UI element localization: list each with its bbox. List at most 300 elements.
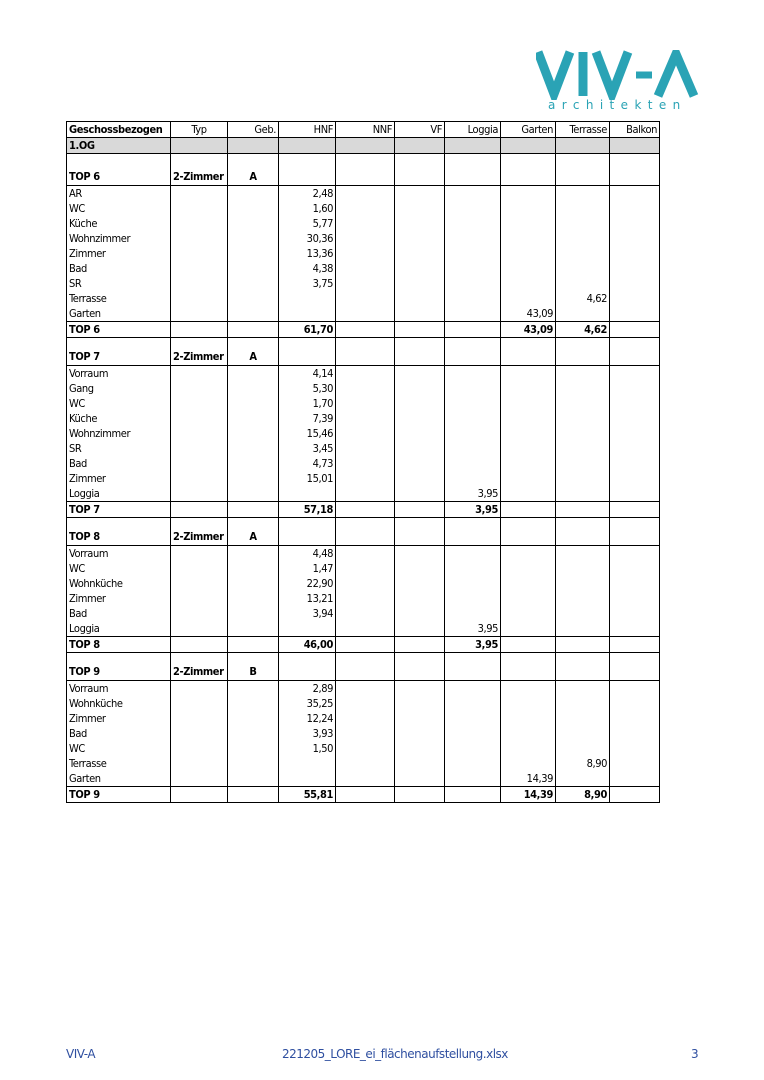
empty-cell: [228, 518, 279, 530]
room-nnf-value: [336, 621, 395, 637]
empty-cell: [279, 349, 336, 366]
room-loggia-value: [445, 396, 501, 411]
room-row: [67, 561, 660, 576]
col-typ: Typ: [171, 122, 228, 138]
room-balkon-value: [610, 381, 660, 396]
total-garten-value: 43,09: [501, 322, 556, 338]
empty-cell: [336, 169, 395, 186]
room-nnf-value: [336, 591, 395, 606]
total-balkon-value: [610, 502, 660, 518]
empty-cell: [610, 154, 660, 170]
room-hnf-value: 3,94: [279, 606, 336, 621]
room-name: Terrasse: [67, 291, 171, 306]
empty-cell: [279, 169, 336, 186]
empty-cell: [171, 366, 228, 382]
col-garten: Garten: [501, 122, 556, 138]
room-nnf-value: [336, 561, 395, 576]
total-hnf-value: 46,00: [279, 637, 336, 653]
room-garten-value: [501, 231, 556, 246]
room-garten-value: [501, 711, 556, 726]
room-balkon-value: [610, 621, 660, 637]
empty-cell: [279, 154, 336, 170]
room-row: [67, 291, 660, 306]
room-balkon-value: [610, 231, 660, 246]
spacer-row: [67, 154, 660, 170]
room-vf-value: [395, 441, 445, 456]
total-nnf-value: [336, 322, 395, 338]
room-hnf-value: 12,24: [279, 711, 336, 726]
room-row: [67, 231, 660, 246]
room-loggia-value: [445, 216, 501, 231]
total-vf-value: [395, 502, 445, 518]
room-terrasse-value: [556, 696, 610, 711]
room-nnf-value: [336, 396, 395, 411]
room-row: [67, 426, 660, 441]
room-row: [67, 576, 660, 591]
room-row: [67, 621, 660, 637]
room-balkon-value: [610, 306, 660, 322]
room-hnf-value: 35,25: [279, 696, 336, 711]
room-balkon-value: [610, 561, 660, 576]
footer-filename: 221205_LORE_ei_flächenaufstellung.xlsx: [282, 1047, 508, 1061]
room-name: Zimmer: [67, 591, 171, 606]
room-garten-value: [501, 186, 556, 202]
room-balkon-value: [610, 291, 660, 306]
room-garten-value: [501, 576, 556, 591]
empty-cell: [501, 169, 556, 186]
room-loggia-value: [445, 381, 501, 396]
footer-left: VIV-A: [66, 1047, 96, 1061]
room-vf-value: [395, 396, 445, 411]
empty-cell: [171, 246, 228, 261]
logo-mark: [536, 50, 700, 100]
total-balkon-value: [610, 637, 660, 653]
empty-cell: [228, 681, 279, 697]
room-garten-value: [501, 246, 556, 261]
spacer-row: [67, 653, 660, 665]
empty-cell: [228, 561, 279, 576]
room-name: Zimmer: [67, 711, 171, 726]
room-name: Terrasse: [67, 756, 171, 771]
room-row: [67, 756, 660, 771]
room-row: [67, 261, 660, 276]
empty-cell: [445, 664, 501, 681]
room-terrasse-value: [556, 396, 610, 411]
room-name: Wohnzimmer: [67, 426, 171, 441]
room-name: Vorraum: [67, 546, 171, 562]
room-nnf-value: [336, 696, 395, 711]
room-name: Bad: [67, 726, 171, 741]
room-garten-value: [501, 201, 556, 216]
unit-type: 2-Zimmer: [171, 529, 228, 546]
room-garten-value: [501, 681, 556, 697]
empty-cell: [228, 471, 279, 486]
room-loggia-value: [445, 366, 501, 382]
floor-row: [67, 138, 660, 154]
room-vf-value: [395, 681, 445, 697]
room-hnf-value: 22,90: [279, 576, 336, 591]
room-vf-value: [395, 756, 445, 771]
room-vf-value: [395, 591, 445, 606]
empty-cell: [610, 653, 660, 665]
room-garten-value: [501, 441, 556, 456]
empty-cell: [279, 529, 336, 546]
room-garten-value: [501, 546, 556, 562]
room-vf-value: [395, 711, 445, 726]
empty-cell: [171, 486, 228, 502]
empty-cell: [228, 411, 279, 426]
room-balkon-value: [610, 741, 660, 756]
room-balkon-value: [610, 591, 660, 606]
empty-cell: [501, 529, 556, 546]
col-geschossbezogen: Geschossbezogen: [67, 122, 171, 138]
empty-cell: [228, 201, 279, 216]
empty-cell: [171, 741, 228, 756]
room-garten-value: [501, 291, 556, 306]
room-loggia-value: [445, 771, 501, 787]
room-garten-value: [501, 486, 556, 502]
room-hnf-value: 15,46: [279, 426, 336, 441]
room-nnf-value: [336, 186, 395, 202]
total-hnf-value: 57,18: [279, 502, 336, 518]
room-row: [67, 681, 660, 697]
empty-cell: [556, 349, 610, 366]
room-terrasse-value: [556, 246, 610, 261]
room-balkon-value: [610, 396, 660, 411]
room-balkon-value: [610, 246, 660, 261]
room-terrasse-value: [556, 426, 610, 441]
room-garten-value: [501, 411, 556, 426]
empty-cell: [228, 606, 279, 621]
room-nnf-value: [336, 471, 395, 486]
empty-cell: [279, 653, 336, 665]
room-nnf-value: [336, 576, 395, 591]
empty-cell: [336, 338, 395, 350]
room-nnf-value: [336, 216, 395, 231]
room-row: [67, 726, 660, 741]
room-name: AR: [67, 186, 171, 202]
room-loggia-value: [445, 246, 501, 261]
room-nnf-value: [336, 411, 395, 426]
empty-cell: [228, 216, 279, 231]
room-garten-value: [501, 756, 556, 771]
empty-cell: [228, 486, 279, 502]
empty-cell: [171, 471, 228, 486]
empty-cell: [171, 261, 228, 276]
empty-cell: [171, 426, 228, 441]
room-hnf-value: 5,30: [279, 381, 336, 396]
room-hnf-value: 4,73: [279, 456, 336, 471]
empty-cell: [336, 518, 395, 530]
room-loggia-value: [445, 276, 501, 291]
room-name: Bad: [67, 261, 171, 276]
empty-cell: [228, 276, 279, 291]
room-nnf-value: [336, 726, 395, 741]
total-garten-value: [501, 502, 556, 518]
room-name: Bad: [67, 606, 171, 621]
empty-cell: [395, 664, 445, 681]
room-balkon-value: [610, 366, 660, 382]
room-terrasse-value: 4,62: [556, 291, 610, 306]
col-terrasse: Terrasse: [556, 122, 610, 138]
room-terrasse-value: [556, 606, 610, 621]
total-terrasse-value: 4,62: [556, 322, 610, 338]
total-nnf-value: [336, 787, 395, 803]
room-vf-value: [395, 456, 445, 471]
room-terrasse-value: [556, 561, 610, 576]
empty-cell: [556, 154, 610, 170]
room-loggia-value: [445, 441, 501, 456]
room-vf-value: [395, 486, 445, 502]
room-row: [67, 711, 660, 726]
room-row: [67, 441, 660, 456]
empty-cell: [171, 396, 228, 411]
room-garten-value: [501, 276, 556, 291]
room-balkon-value: [610, 201, 660, 216]
empty-cell: [445, 169, 501, 186]
room-garten-value: [501, 726, 556, 741]
empty-cell: [445, 529, 501, 546]
room-row: [67, 486, 660, 502]
total-label: TOP 9: [67, 787, 171, 803]
empty-cell: [228, 441, 279, 456]
room-name: Loggia: [67, 486, 171, 502]
room-name: Küche: [67, 411, 171, 426]
empty-cell: [395, 169, 445, 186]
room-balkon-value: [610, 456, 660, 471]
unit-total-row: [67, 502, 660, 518]
col-vf: VF: [395, 122, 445, 138]
unit-type: 2-Zimmer: [171, 664, 228, 681]
room-balkon-value: [610, 711, 660, 726]
empty-cell: [556, 518, 610, 530]
room-terrasse-value: [556, 186, 610, 202]
empty-cell: [171, 186, 228, 202]
room-hnf-value: 3,45: [279, 441, 336, 456]
room-vf-value: [395, 261, 445, 276]
empty-cell: [228, 154, 279, 170]
empty-cell: [228, 741, 279, 756]
unit-header-row: [67, 349, 660, 366]
room-nnf-value: [336, 456, 395, 471]
total-vf-value: [395, 787, 445, 803]
room-terrasse-value: [556, 576, 610, 591]
empty-cell: [279, 518, 336, 530]
unit-header-row: [67, 664, 660, 681]
room-row: [67, 606, 660, 621]
empty-cell: [228, 787, 279, 803]
unit-header-row: [67, 169, 660, 186]
total-loggia-value: [445, 787, 501, 803]
empty-cell: [171, 561, 228, 576]
room-row: [67, 216, 660, 231]
empty-cell: [445, 653, 501, 665]
room-name: WC: [67, 396, 171, 411]
room-name: WC: [67, 561, 171, 576]
empty-cell: [556, 169, 610, 186]
total-terrasse-value: 8,90: [556, 787, 610, 803]
empty-cell: [228, 653, 279, 665]
room-hnf-value: [279, 291, 336, 306]
room-terrasse-value: [556, 231, 610, 246]
empty-cell: [171, 756, 228, 771]
room-loggia-value: [445, 681, 501, 697]
empty-cell: [556, 338, 610, 350]
room-loggia-value: [445, 546, 501, 562]
room-garten-value: [501, 261, 556, 276]
room-row: [67, 366, 660, 382]
room-vf-value: [395, 231, 445, 246]
room-hnf-value: [279, 306, 336, 322]
room-balkon-value: [610, 771, 660, 787]
empty-cell: [171, 381, 228, 396]
room-balkon-value: [610, 486, 660, 502]
room-name: SR: [67, 276, 171, 291]
total-vf-value: [395, 637, 445, 653]
empty-cell: [228, 246, 279, 261]
room-hnf-value: 4,38: [279, 261, 336, 276]
total-nnf-value: [336, 502, 395, 518]
empty-cell: [228, 366, 279, 382]
total-nnf-value: [336, 637, 395, 653]
empty-cell: [171, 696, 228, 711]
empty-cell: [171, 338, 228, 350]
empty-cell: [171, 441, 228, 456]
empty-cell: [171, 637, 228, 653]
unit-total-row: [67, 787, 660, 803]
room-row: [67, 276, 660, 291]
room-nnf-value: [336, 246, 395, 261]
empty-cell: [336, 349, 395, 366]
total-hnf-value: 55,81: [279, 787, 336, 803]
room-hnf-value: [279, 486, 336, 502]
empty-cell: [171, 681, 228, 697]
room-terrasse-value: [556, 411, 610, 426]
room-nnf-value: [336, 711, 395, 726]
room-row: [67, 396, 660, 411]
room-garten-value: [501, 606, 556, 621]
room-vf-value: [395, 186, 445, 202]
room-terrasse-value: [556, 681, 610, 697]
empty-cell: [395, 338, 445, 350]
room-balkon-value: [610, 726, 660, 741]
empty-cell: [171, 306, 228, 322]
empty-cell: [228, 261, 279, 276]
empty-cell: [171, 456, 228, 471]
room-loggia-value: [445, 591, 501, 606]
room-name: Loggia: [67, 621, 171, 637]
room-balkon-value: [610, 216, 660, 231]
room-loggia-value: [445, 291, 501, 306]
room-name: Gang: [67, 381, 171, 396]
room-nnf-value: [336, 201, 395, 216]
room-name: Garten: [67, 771, 171, 787]
room-vf-value: [395, 726, 445, 741]
empty-cell: [556, 529, 610, 546]
room-garten-value: [501, 561, 556, 576]
empty-cell: [171, 518, 228, 530]
room-nnf-value: [336, 741, 395, 756]
total-balkon-value: [610, 322, 660, 338]
room-loggia-value: [445, 231, 501, 246]
empty-cell: [395, 653, 445, 665]
room-hnf-value: 1,60: [279, 201, 336, 216]
unit-building: A: [228, 169, 279, 186]
empty-cell: [171, 653, 228, 665]
room-terrasse-value: [556, 486, 610, 502]
room-terrasse-value: [556, 546, 610, 562]
room-garten-value: [501, 621, 556, 637]
room-terrasse-value: [556, 366, 610, 382]
room-name: Wohnküche: [67, 696, 171, 711]
empty-cell: [228, 696, 279, 711]
room-garten-value: [501, 381, 556, 396]
room-loggia-value: [445, 186, 501, 202]
empty-cell: [228, 231, 279, 246]
room-terrasse-value: [556, 471, 610, 486]
total-vf-value: [395, 322, 445, 338]
empty-cell: [501, 154, 556, 170]
empty-cell: [228, 637, 279, 653]
empty-cell: [171, 591, 228, 606]
room-terrasse-value: [556, 306, 610, 322]
empty-cell: [610, 529, 660, 546]
room-name: Küche: [67, 216, 171, 231]
empty-cell: [67, 338, 171, 350]
room-name: Zimmer: [67, 246, 171, 261]
room-row: [67, 771, 660, 787]
unit-total-row: [67, 637, 660, 653]
room-nnf-value: [336, 306, 395, 322]
empty-cell: [445, 518, 501, 530]
room-loggia-value: [445, 471, 501, 486]
empty-cell: [501, 664, 556, 681]
room-terrasse-value: [556, 741, 610, 756]
empty-cell: [171, 606, 228, 621]
room-terrasse-value: [556, 711, 610, 726]
empty-cell: [228, 502, 279, 518]
room-vf-value: [395, 696, 445, 711]
empty-cell: [445, 338, 501, 350]
room-row: [67, 306, 660, 322]
total-loggia-value: [445, 322, 501, 338]
room-garten-value: [501, 396, 556, 411]
room-garten-value: [501, 591, 556, 606]
room-nnf-value: [336, 486, 395, 502]
room-hnf-value: 1,50: [279, 741, 336, 756]
room-terrasse-value: [556, 276, 610, 291]
room-vf-value: [395, 246, 445, 261]
room-vf-value: [395, 621, 445, 637]
room-vf-value: [395, 546, 445, 562]
empty-cell: [171, 621, 228, 637]
total-label: TOP 8: [67, 637, 171, 653]
room-terrasse-value: [556, 201, 610, 216]
room-vf-value: [395, 366, 445, 382]
empty-cell: [228, 306, 279, 322]
room-loggia-value: 3,95: [445, 486, 501, 502]
room-balkon-value: [610, 696, 660, 711]
room-loggia-value: [445, 201, 501, 216]
room-nnf-value: [336, 231, 395, 246]
room-vf-value: [395, 771, 445, 787]
unit-name: TOP 7: [67, 349, 171, 366]
empty-cell: [228, 771, 279, 787]
empty-cell: [556, 653, 610, 665]
room-hnf-value: 13,21: [279, 591, 336, 606]
room-vf-value: [395, 291, 445, 306]
room-name: WC: [67, 741, 171, 756]
